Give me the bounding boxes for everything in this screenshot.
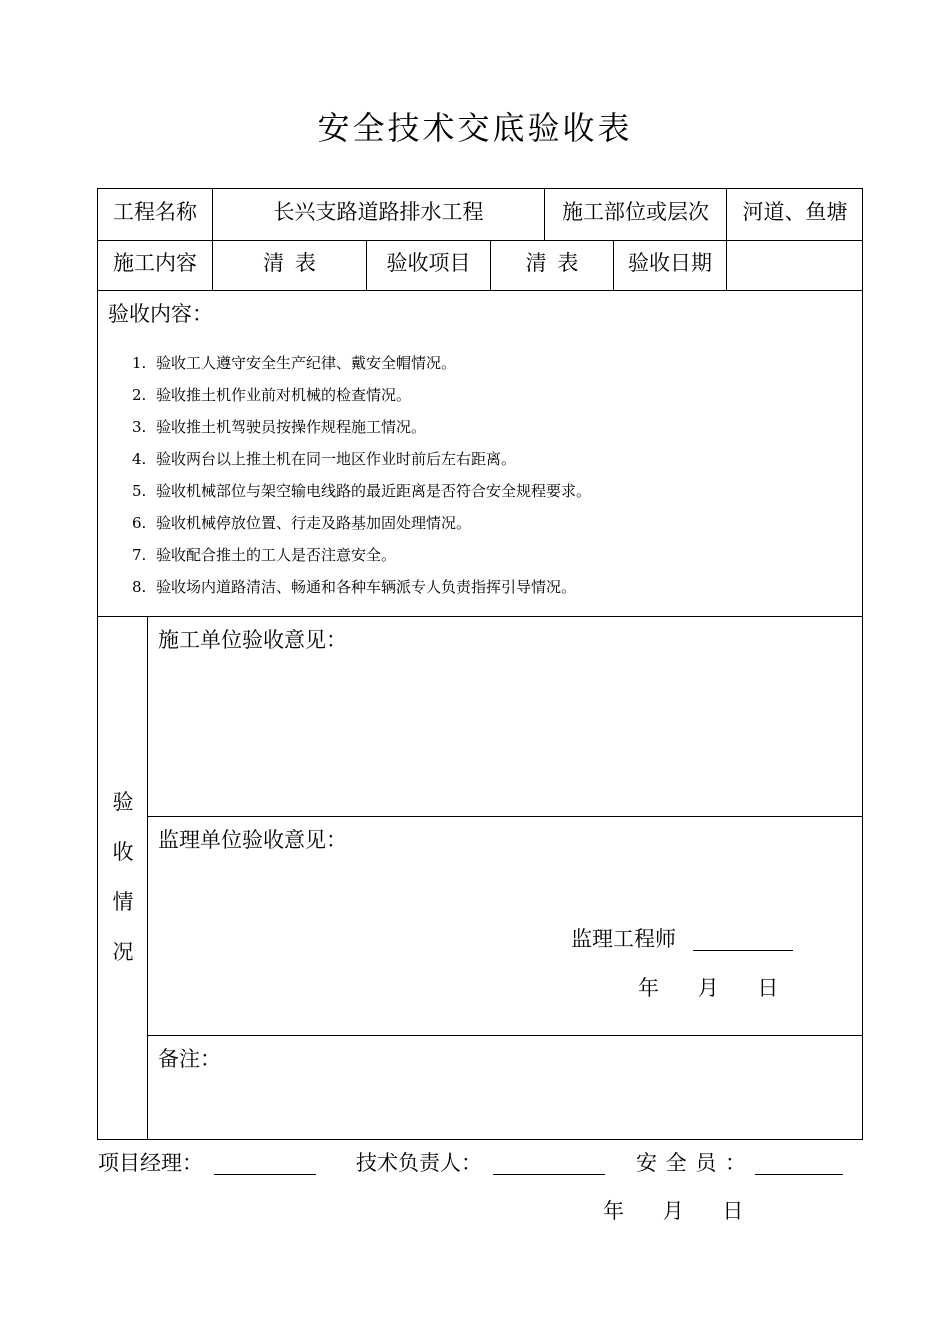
list-item: 1. 验收工人遵守安全生产纪律、戴安全帽情况。 — [132, 354, 457, 372]
list-item: 4. 验收两台以上推土机在同一地区作业时前后左右距离。 — [132, 450, 517, 468]
tech-label: 技术负责人： — [356, 1151, 482, 1175]
list-item: 8. 验收场内道路清洁、畅通和各种车辆派专人负责指挥引导情况。 — [132, 578, 577, 596]
date-year: 年 — [638, 976, 659, 1000]
list-item: 6. 验收机械停放位置、行走及路基加固处理情况。 — [132, 514, 472, 532]
footer-date-month: 月 — [662, 1199, 684, 1223]
status-side-label-char: 验 — [112, 790, 134, 814]
supervisor-signature-line — [693, 928, 793, 951]
safety-signature — [636, 1151, 843, 1175]
construction-opinion-label: 施工单位验收意见： — [158, 628, 347, 652]
footer-date-day: 日 — [722, 1199, 744, 1223]
footer-date-year: 年 — [603, 1199, 624, 1223]
manager-signature — [98, 1151, 316, 1175]
remarks-label: 备注： — [158, 1047, 221, 1071]
date-day: 日 — [757, 976, 779, 1000]
manager-signature-line — [214, 1152, 316, 1175]
item-label: 验收项目 — [386, 251, 471, 275]
project-name-value: 长兴支路道路排水工程 — [273, 200, 484, 224]
location-label: 施工部位或层次 — [562, 200, 709, 224]
col-divider — [147, 616, 148, 1140]
supervision-date — [638, 976, 778, 1000]
project-name-label: 工程名称 — [113, 200, 197, 224]
row-divider — [147, 1035, 863, 1036]
tech-signature — [356, 1151, 605, 1175]
date-label: 验收日期 — [628, 251, 712, 275]
item-value: 清 表 — [525, 251, 579, 275]
page-title: 安全技术交底验收表 — [317, 109, 633, 147]
acceptance-heading: 验收内容： — [108, 302, 213, 326]
supervisor-signature — [571, 927, 793, 951]
supervision-opinion-label: 监理单位验收意见： — [158, 828, 347, 852]
tech-signature-line — [493, 1152, 605, 1175]
manager-label: 项目经理： — [98, 1151, 203, 1175]
row-divider — [147, 816, 863, 817]
footer-date — [603, 1199, 743, 1223]
list-item: 3. 验收推土机驾驶员按操作规程施工情况。 — [132, 418, 427, 436]
list-item: 2. 验收推土机作业前对机械的检查情况。 — [132, 386, 412, 404]
content-label: 施工内容 — [113, 251, 197, 275]
status-side-label-char: 况 — [112, 940, 134, 964]
content-value: 清 表 — [263, 251, 316, 275]
status-side-label-char: 收 — [112, 840, 134, 864]
row-divider — [97, 616, 863, 617]
list-item: 5. 验收机械部位与架空输电线路的最近距离是否符合安全规程要求。 — [132, 482, 592, 500]
status-side-label-char: 情 — [112, 890, 134, 914]
date-month: 月 — [697, 976, 719, 1000]
location-value: 河道、鱼塘 — [742, 200, 848, 224]
safety-label: 安 全 员 ： — [636, 1151, 747, 1175]
list-item: 7. 验收配合推土的工人是否注意安全。 — [132, 546, 397, 564]
supervisor-label: 监理工程师 — [571, 927, 676, 951]
safety-signature-line — [755, 1152, 843, 1175]
